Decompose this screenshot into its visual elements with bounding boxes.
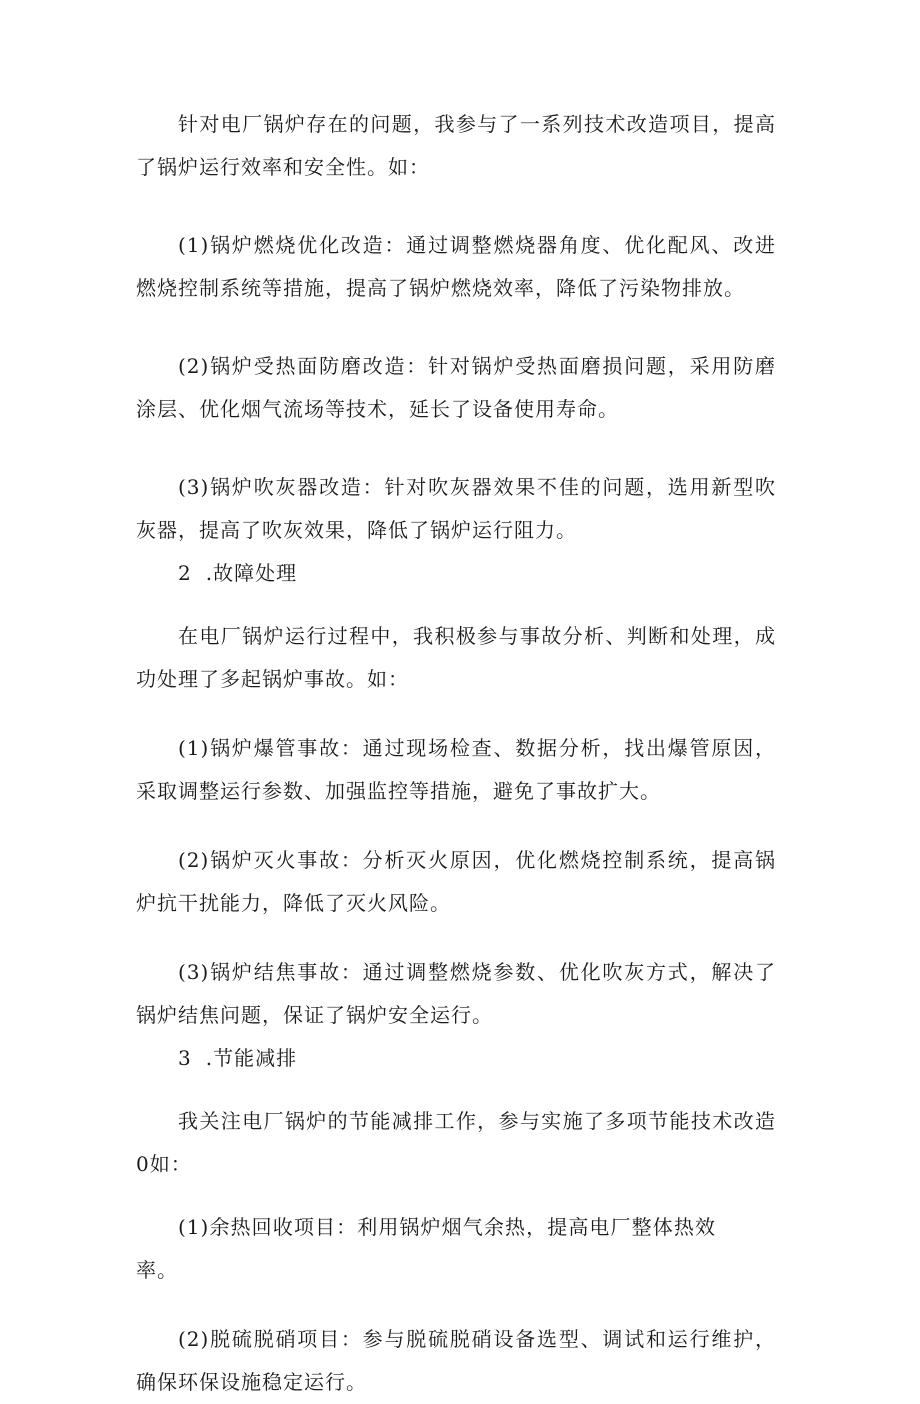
paragraph-anti-wear: (2)锅炉受热面防磨改造：针对锅炉受热面磨损问题，采用防磨涂层、优化烟气流场等技术，延长了设备使用寿命。 bbox=[136, 354, 776, 421]
paragraph-combustion-optimization: (1)锅炉燃烧优化改造：通过调整燃烧器角度、优化配风、改进燃烧控制系统等措施，提高了锅炉燃烧效率，降低了污染物排放。 bbox=[136, 233, 776, 300]
paragraph-soot-blower: (3)锅炉吹灰器改造：针对吹灰器效果不佳的问题，选用新型吹灰器，提高了吹灰效果，降低了锅炉运行阻力。 bbox=[136, 475, 776, 542]
paragraph-slagging: (3)锅炉结焦事故：通过调整燃烧参数、优化吹灰方式，解决了锅炉结焦问题，保证了锅炉安全运行。 bbox=[136, 960, 776, 1027]
paragraph-intro: 针对电厂锅炉存在的问题，我参与了一系列技术改造项目，提高了锅炉运行效率和安全性。如： bbox=[136, 112, 776, 179]
paragraph-fault-intro: 在电厂锅炉运行过程中，我积极参与事故分析、判断和处理，成功处理了多起锅炉事故。如： bbox=[136, 624, 776, 691]
paragraph-desulfurization: (2)脱硫脱硝项目：参与脱硫脱硝设备选型、调试和运行维护，确保环保设施稳定运行。 bbox=[136, 1327, 776, 1394]
section-title: .故障处理 bbox=[205, 561, 298, 585]
section-heading-energy-saving bbox=[136, 1037, 776, 1080]
section-number: 3 bbox=[178, 1046, 192, 1070]
paragraph-tube-burst: (1)锅炉爆管事故：通过现场检查、数据分析，找出爆管原因，采取调整运行参数、加强监控等措施，避免了事故扩大。 bbox=[136, 736, 776, 803]
section-heading-fault-handling bbox=[136, 552, 776, 595]
section-title: .节能减排 bbox=[205, 1046, 298, 1070]
paragraph-flameout: (2)锅炉灭火事故：分析灭火原因，优化燃烧控制系统，提高锅炉抗干扰能力，降低了灭火风险。 bbox=[136, 848, 776, 915]
paragraph-waste-heat: (1)余热回收项目：利用锅炉烟气余热，提高电厂整体热效率。 bbox=[136, 1215, 716, 1282]
section-number: 2 bbox=[178, 561, 192, 585]
document-body bbox=[136, 103, 776, 1404]
paragraph-energy-intro: 我关注电厂锅炉的节能减排工作，参与实施了多项节能技术改造0如： bbox=[136, 1109, 776, 1176]
